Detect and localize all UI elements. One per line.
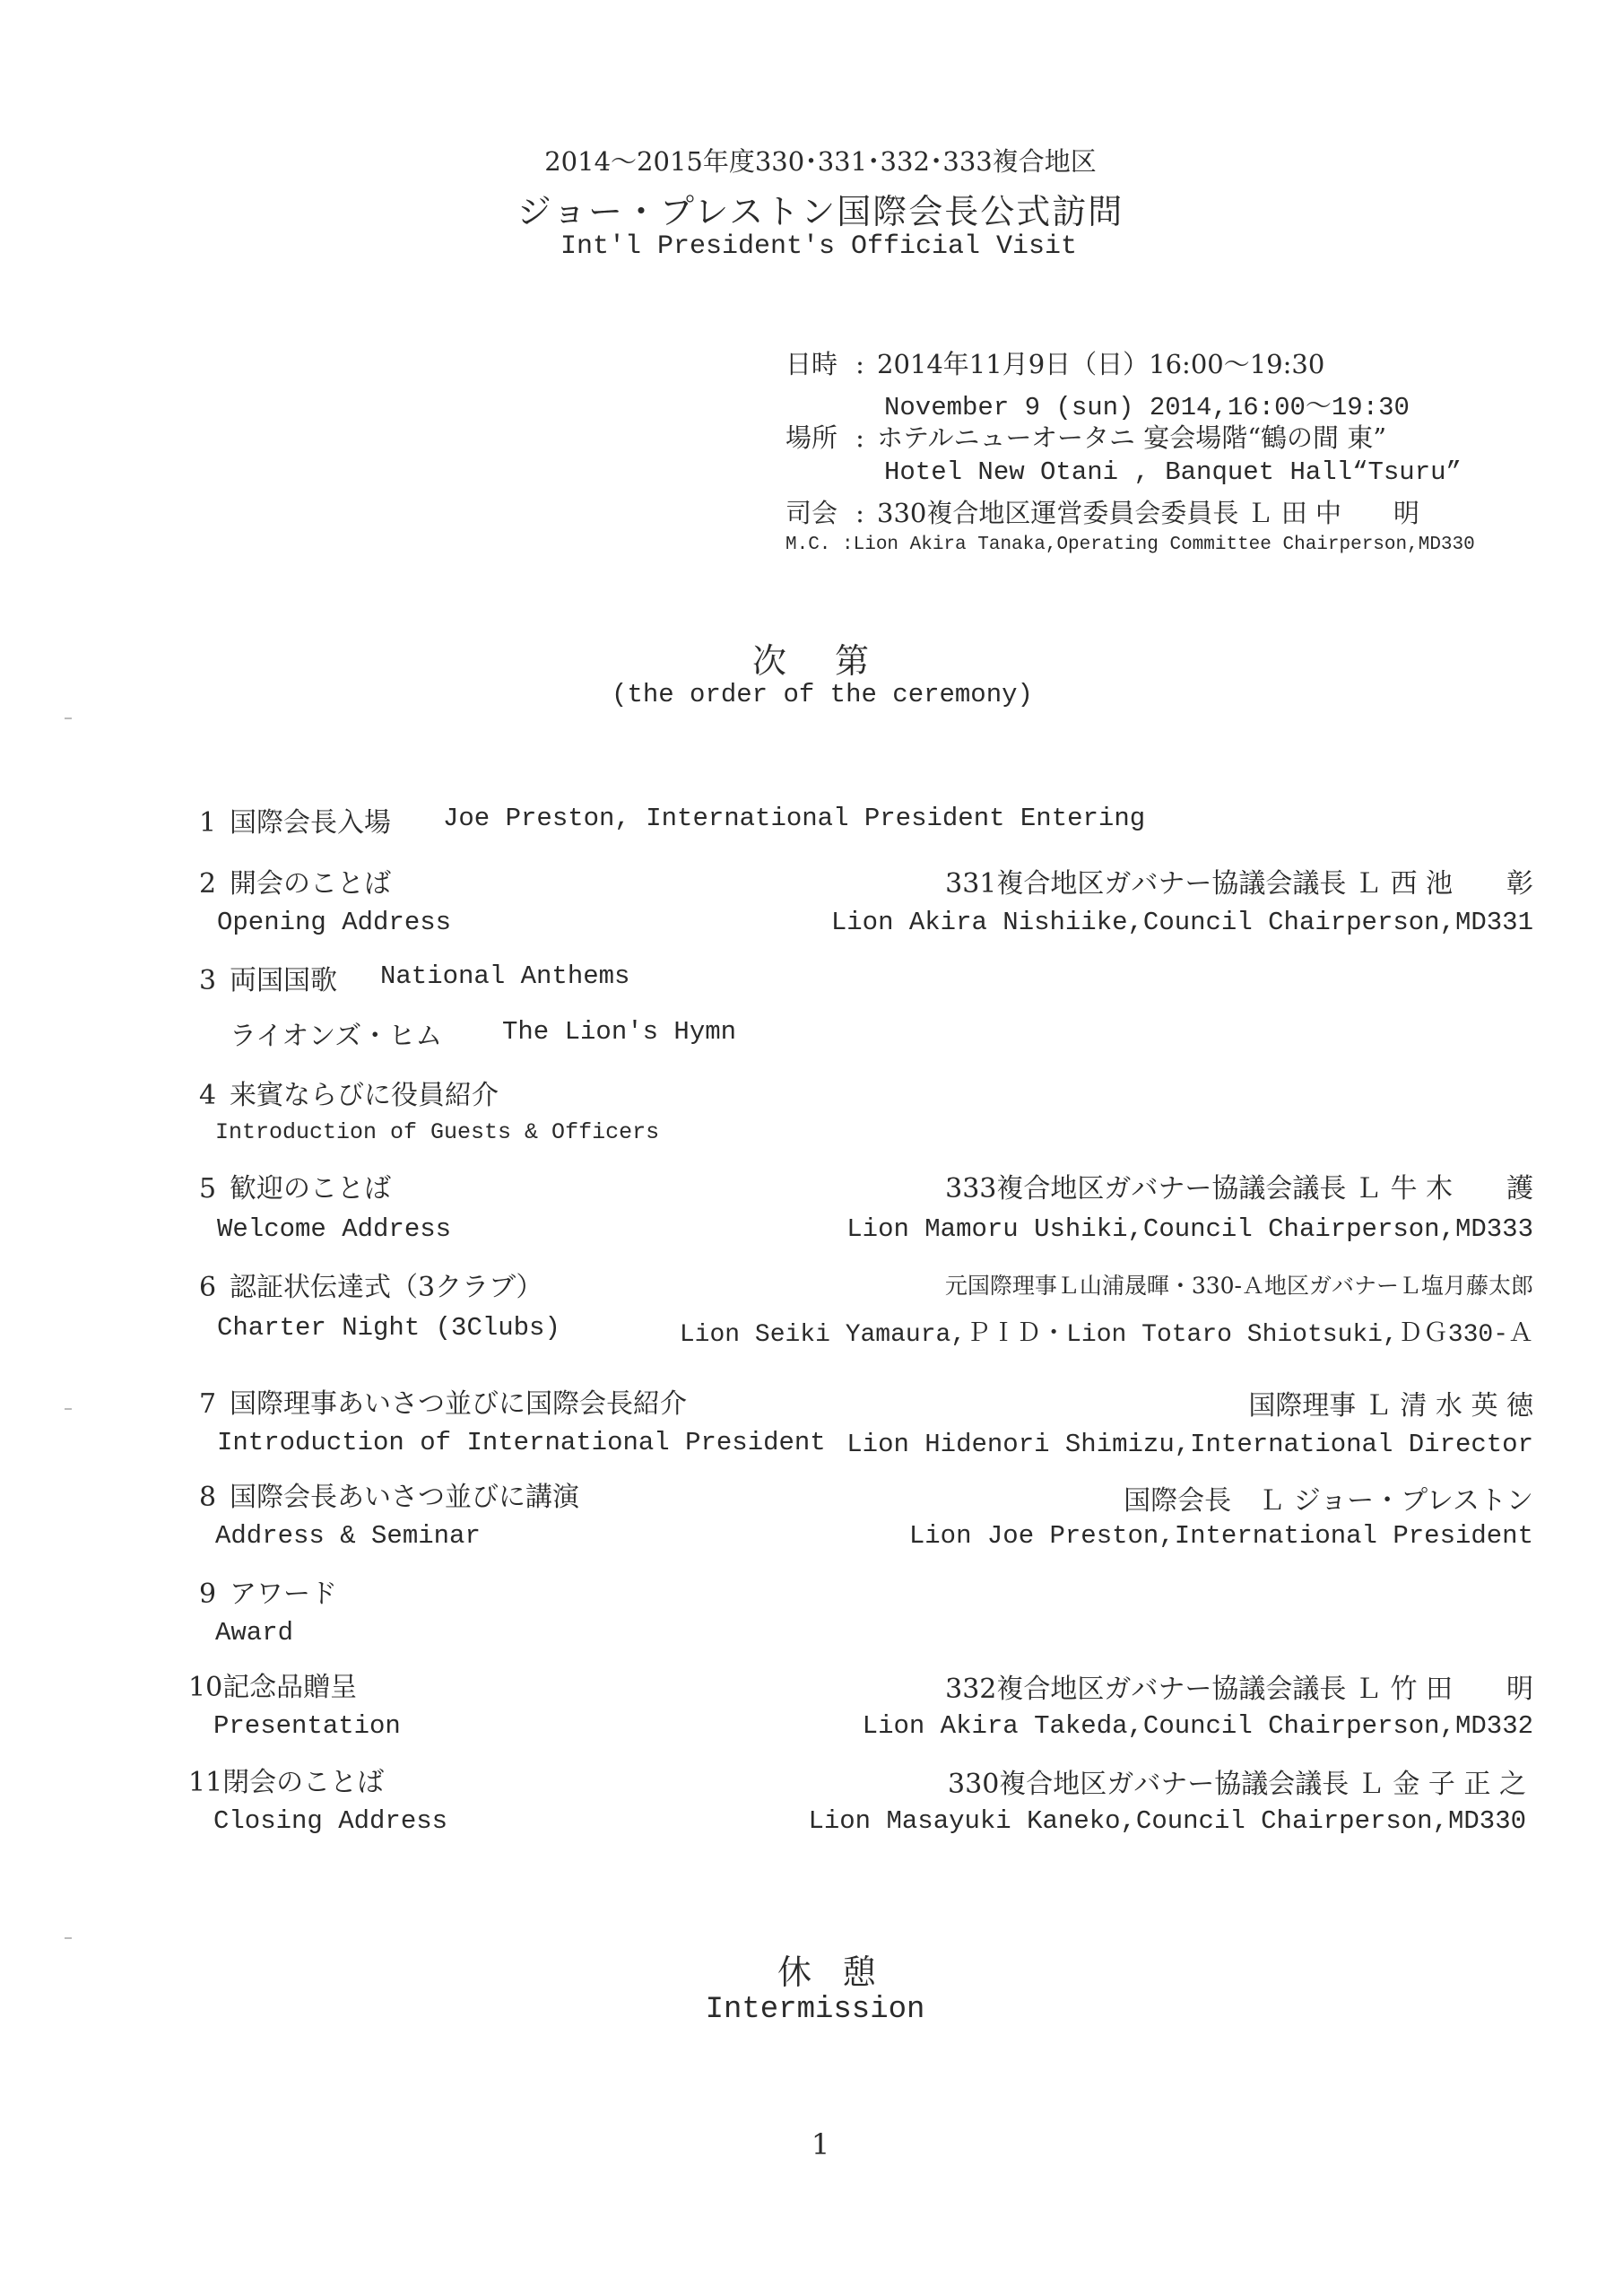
item-title-jp: 両国国歌 bbox=[230, 965, 337, 996]
program-item-1: 1 国際会長入場 bbox=[199, 807, 391, 839]
speaker-jp: 332複合地区ガバナー協議会議長 Ｌ 竹 田 明 bbox=[945, 1674, 1533, 1705]
item-title-en: Joe Preston, International President Entering bbox=[443, 804, 1146, 833]
speaker-en: Lion Hidenori Shimizu,International Director bbox=[846, 1430, 1533, 1459]
item-title-jp: 国際会長入場 bbox=[230, 807, 391, 839]
program-item-10: 10記念品贈呈 bbox=[188, 1672, 358, 1703]
program-item-9: 9 アワード bbox=[199, 1578, 337, 1610]
speaker-jp: 国際会長 Ｌ ジョー・プレストン bbox=[1124, 1485, 1533, 1517]
program-item-3: 3 両国国歌 bbox=[199, 965, 337, 996]
item-title-en: Introduction of International President bbox=[217, 1428, 826, 1457]
intermission-subtitle: Intermission bbox=[705, 1993, 925, 2027]
page-subtitle: Int'l President's Official Visit bbox=[560, 231, 1078, 262]
item-title-en: Closing Address bbox=[213, 1806, 448, 1836]
date-jp: 2014年11月9日（日）16:00～19:30 bbox=[877, 349, 1325, 379]
sub-item-jp: ライオンズ・ヒム bbox=[230, 1021, 443, 1052]
item-title-en: Charter Night (3Clubs) bbox=[217, 1313, 560, 1343]
item-title-jp: 国際会長あいさつ並びに講演 bbox=[230, 1482, 579, 1513]
scan-speck bbox=[65, 1937, 72, 1939]
program-item-11: 11閉会のことば bbox=[188, 1767, 385, 1798]
item-title-jp: 歓迎のことば bbox=[230, 1173, 391, 1205]
speaker-en: Lion Joe Preston,International President bbox=[908, 1521, 1533, 1551]
item-title-jp: アワード bbox=[230, 1578, 337, 1610]
date-row: 日時 : 2014年11月9日（日）16:00～19:30 bbox=[785, 344, 1324, 381]
item-title-en: Address & Seminar bbox=[215, 1521, 481, 1551]
speaker-jp: 333複合地区ガバナー協議会議長 Ｌ 牛 木 護 bbox=[945, 1173, 1533, 1205]
speaker-en: Lion Mamoru Ushiki,Council Chairperson,MD333 bbox=[846, 1214, 1533, 1244]
speaker-jp: 330複合地区ガバナー協議会議長 Ｌ 金 子 正 之 bbox=[948, 1769, 1526, 1800]
program-item-5: 5 歓迎のことば bbox=[199, 1173, 391, 1205]
speaker-jp: 国際理事 Ｌ 清 水 英 徳 bbox=[1248, 1390, 1533, 1422]
program-item-4: 4 来賓ならびに役員紹介 bbox=[199, 1080, 499, 1111]
intermission-title: 休憩 bbox=[777, 1952, 907, 1992]
date-en: November 9 (sun) 2014,16:00～19:30 bbox=[884, 393, 1410, 422]
program-item-6: 6 認証状伝達式（3クラブ） bbox=[199, 1272, 543, 1303]
mc-en: M.C. :Lion Akira Tanaka,Operating Committee Chairperson,MD330 bbox=[785, 535, 1475, 555]
item-title-jp: 閉会のことば bbox=[222, 1767, 385, 1798]
speaker-en: Lion Akira Takeda,Council Chairperson,MD332 bbox=[862, 1711, 1533, 1741]
item-title-en: Welcome Address bbox=[217, 1214, 452, 1244]
venue-row: 場所 : ホテルニューオータニ 宴会場階“鶴の間 東” bbox=[785, 418, 1386, 455]
program-item-8: 8 国際会長あいさつ並びに講演 bbox=[199, 1482, 579, 1513]
item-title-en: National Anthems bbox=[380, 961, 630, 991]
venue-en: Hotel New Otani , Banquet Hall“Tsuru” bbox=[884, 457, 1462, 487]
speaker-jp: 331複合地区ガバナー協議会議長 Ｌ 西 池 彰 bbox=[945, 868, 1533, 900]
scan-speck bbox=[65, 718, 72, 719]
item-title-jp: 来賓ならびに役員紹介 bbox=[230, 1080, 499, 1111]
mc-jp: 330複合地区運営委員会委員長 Ｌ 田 中 明 bbox=[877, 498, 1420, 528]
mc-row: 司会 : 330複合地区運営委員会委員長 Ｌ 田 中 明 bbox=[785, 493, 1419, 530]
season-heading: 2014～2015年度330･331･332･333複合地区 bbox=[544, 146, 1097, 177]
speaker-en: Lion Masayuki Kaneko,Council Chairperson,MD330 bbox=[808, 1806, 1526, 1836]
page-title: ジョー・プレストン国際会長公式訪問 bbox=[516, 192, 1124, 231]
mc-label: 司会 bbox=[785, 498, 838, 528]
speaker-jp: 元国際理事Ｌ山浦晟暉・330-Ａ地区ガバナーＬ塩月藤太郎 bbox=[944, 1273, 1533, 1299]
venue-label: 場所 bbox=[785, 422, 838, 453]
order-title: 次第 bbox=[751, 641, 917, 681]
program-item-2: 2 開会のことば bbox=[199, 868, 391, 900]
venue-jp: ホテルニューオータニ 宴会場階“鶴の間 東” bbox=[877, 422, 1387, 453]
sub-item-en: The Lion's Hymn bbox=[502, 1017, 737, 1047]
program-item-7: 7 国際理事あいさつ並びに国際会長紹介 bbox=[199, 1388, 687, 1420]
item-title-jp: 国際理事あいさつ並びに国際会長紹介 bbox=[230, 1388, 687, 1420]
item-title-jp: 記念品贈呈 bbox=[222, 1672, 358, 1703]
date-label: 日時 bbox=[785, 349, 838, 379]
speaker-en: Lion Seiki Yamaura,ＰＩＤ・Lion Totaro Shiotsuki,ＤＧ330-Ａ bbox=[679, 1321, 1533, 1349]
scan-speck bbox=[65, 1408, 72, 1410]
item-title-en: Award bbox=[215, 1618, 294, 1648]
order-subtitle: (the order of the ceremony) bbox=[612, 680, 1033, 709]
speaker-en: Lion Akira Nishiike,Council Chairperson,MD331 bbox=[830, 908, 1533, 937]
item-title-jp: 認証状伝達式（3クラブ） bbox=[230, 1272, 543, 1303]
page-number: 1 bbox=[811, 2127, 830, 2161]
item-title-en: Presentation bbox=[213, 1711, 401, 1741]
item-title-en: Introduction of Guests & Officers bbox=[215, 1119, 660, 1145]
item-title-jp: 開会のことば bbox=[230, 868, 391, 900]
item-title-en: Opening Address bbox=[217, 908, 452, 937]
